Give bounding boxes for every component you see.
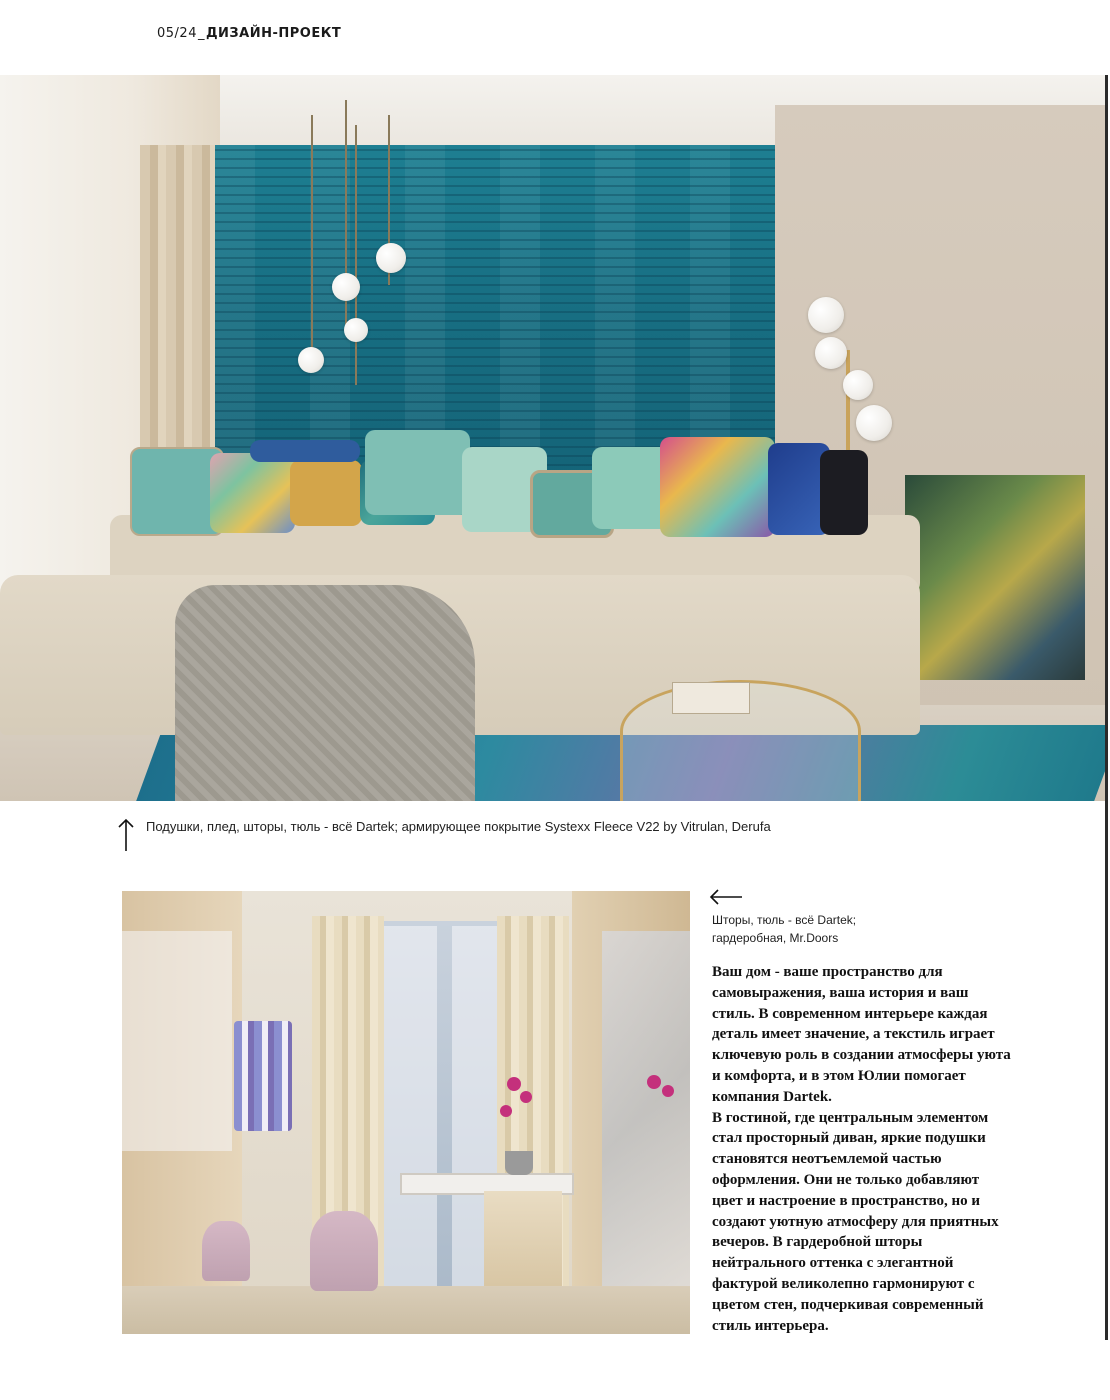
page-header (157, 26, 341, 41)
page-edge (1105, 75, 1108, 1340)
orchid-flower (507, 1077, 521, 1091)
floor-lamp-globe (843, 370, 873, 400)
section-title: ДИЗАЙН-ПРОЕКТ (205, 26, 342, 41)
floor-lamp-globe (815, 337, 847, 369)
grey-throw-blanket (175, 585, 475, 801)
floor-lamp-globe (856, 405, 892, 441)
main-photo-caption-text: Подушки, плед, шторы, тюль - всё Dartek; армирующее покрытие Systexx Fleece V22 by Vitrulan, Derufa (146, 819, 771, 834)
floor-lamp-globe (808, 297, 844, 333)
pillow-mint (365, 430, 470, 515)
pillow-mustard (290, 460, 362, 526)
wardrobe-caption-line: гардеробная, Mr.Doors (712, 931, 839, 945)
pendant-globe (332, 273, 360, 301)
hanging-dresses (234, 1021, 292, 1131)
toucan-painting (905, 475, 1085, 680)
wardrobe-photo (122, 891, 690, 1334)
orchid-pot (505, 1151, 533, 1175)
pendant-globe (376, 243, 406, 273)
pillow-tropical (660, 437, 775, 537)
living-room-photo (0, 75, 1108, 801)
article-paragraph: В гостиной, где центральным элементом стал просторный диван, яркие подушки становятся неотъемлемой частью оформления. Они не только добавляют цвет и настроение в пространство, но и создают уютную атмосферу для приятных вечеров. В гардеробной шторы нейтрального оттенка с элегантной фактурой великолепно гармонируют с цветом стен, подчеркивая современный стиль интерьера. (712, 1109, 999, 1334)
article-paragraph: Ваш дом - ваше пространство для самовыражения, ваша история и ваш стиль. В современном интерьере каждая деталь имеет значение, а текстиль играет ключевую роль в создании атмосферы уюта и комфорта, и в этом Юлии помогает компания Dartek. (712, 964, 1011, 1105)
coffee-table-book (672, 682, 750, 714)
orchid-flower (662, 1085, 674, 1097)
pendant-cord (311, 115, 313, 355)
pillow-floral (210, 453, 295, 533)
wardrobe-caption (712, 911, 1012, 947)
orchid-flower (500, 1105, 512, 1117)
mirror-door (602, 931, 690, 1291)
header-separator: _ (197, 26, 205, 41)
pillow-black (820, 450, 868, 535)
wardrobe-caption-line: Шторы, тюль - всё Dartek; (712, 913, 857, 927)
pink-pouf (310, 1211, 378, 1291)
tulle-panel (122, 931, 232, 1151)
issue-number: 05/24 (157, 26, 197, 41)
pink-pouf (202, 1221, 250, 1281)
vanity-drawers (484, 1191, 562, 1286)
pillow-blue (250, 440, 360, 462)
main-photo-caption (118, 818, 818, 852)
pendant-globe (344, 318, 368, 342)
orchid-flower (520, 1091, 532, 1103)
arrow-left-icon (709, 889, 743, 905)
arrow-up-icon (118, 818, 134, 852)
article-body (712, 962, 1012, 1336)
orchid-flower (647, 1075, 661, 1089)
wardrobe-floor (122, 1286, 690, 1334)
pendant-globe (298, 347, 324, 373)
pendant-cord (355, 125, 357, 385)
